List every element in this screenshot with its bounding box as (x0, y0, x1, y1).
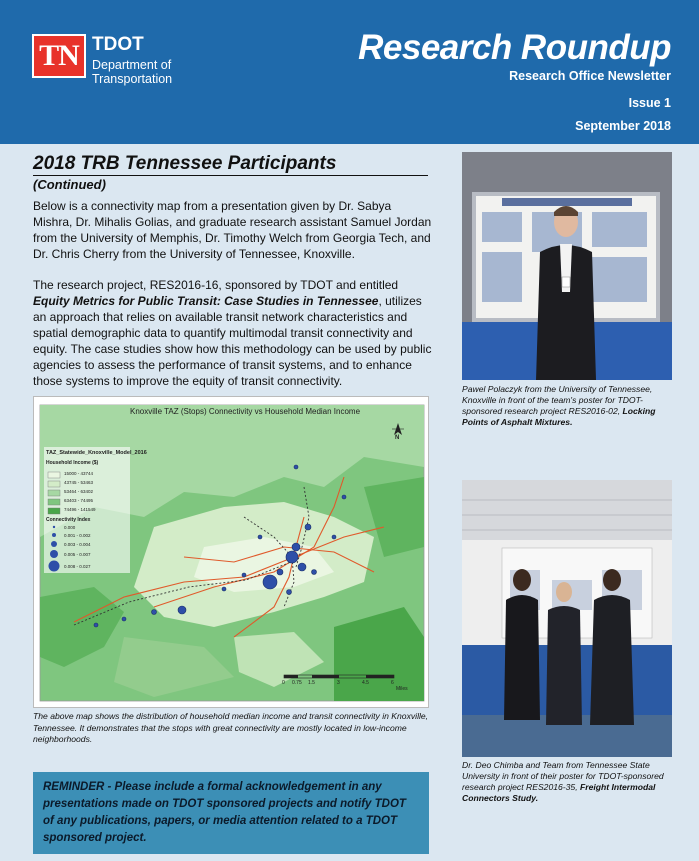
connectivity-class-4: 0.005 - 0.007 (64, 552, 91, 557)
connectivity-class-2: 0.001 - 0.002 (64, 533, 91, 538)
photo-2-project-title: Freight Intermodal Connectors Study. (462, 782, 656, 803)
masthead-title: Research Roundup (358, 28, 671, 67)
title-divider (33, 175, 428, 176)
article-continued-label: (Continued) (33, 177, 106, 192)
issue-date: September 2018 (575, 119, 671, 133)
photo-1-graphic (462, 152, 672, 380)
paragraph-2-rest: , utilizes an approach that relies on available transit network characteristics and spatial demographic data to quantify multimodal transit connectivity and equity. The case studies show how this methodology can be used by public agencies to assess the performance of transit systems, and to enhance those systems to improve the equity of transit connectivity. (33, 294, 432, 388)
map-graphic (34, 397, 430, 709)
photo-2-graphic (462, 480, 672, 757)
article-paragraph-2 (33, 277, 433, 389)
scale-label-0: 0 (282, 680, 285, 686)
income-class-5: 74496 - 141549 (64, 507, 96, 512)
issue-number: Issue 1 (628, 96, 671, 110)
newsletter-header (0, 0, 699, 144)
reminder-box (33, 772, 429, 854)
photo-poster-presenter (462, 152, 672, 380)
reminder-text: REMINDER - Please include a formal acknowledgement in any presentations made on TDOT sponsored projects and notify TDOT of any publications, papers, or media attention related to a TDOT sponsored project. (43, 781, 406, 844)
photo-2-caption (462, 760, 674, 804)
scale-label-3: 3 (337, 680, 340, 686)
income-class-4: 63403 - 74495 (64, 498, 94, 503)
scale-label-1: 0.75 (292, 680, 302, 686)
photo-1-project-title: Locking Points of Asphalt Mixtures. (462, 406, 656, 427)
article-title: 2018 TRB Tennessee Participants (33, 153, 337, 174)
scale-label-4: 4.5 (362, 680, 369, 686)
income-class-1: 15000 - 43744 (64, 471, 94, 476)
newsletter-subtitle: Research Office Newsletter (509, 69, 671, 83)
agency-short-name: TDOT (92, 34, 144, 55)
article-paragraph-1: Below is a connectivity map from a presentation given by Dr. Sabya Mishra, Dr. Mihalis Golias, and graduate research assistant Samuel Jordan from the University of Memphis, Dr. Timothy Welch from Georgia Tech, and Dr. Chris Cherry from the University of Tennessee, Knoxville. (33, 199, 432, 261)
agency-long-name: Department of Transportation (92, 58, 173, 86)
map-title: Knoxville TAZ (Stops) Connectivity vs Household Median Income (130, 407, 361, 416)
photo-2-caption-text: Dr. Deo Chimba and Team from Tennessee State University in front of their poster for TDOT-sponsored research project RES2016-35, (462, 760, 664, 792)
paragraph-2-lead: The research project, RES2016-16, sponsored by TDOT and entitled (33, 278, 399, 292)
project-title: Equity Metrics for Public Transit: Case Studies in Tennessee (33, 294, 379, 308)
map-layer-name: TAZ_Statewide_Knoxville_Model_2016 (46, 450, 147, 456)
north-arrow-label: N (395, 435, 400, 441)
connectivity-class-1: 0.000 (64, 525, 76, 530)
scale-label-5: 6 (391, 680, 394, 686)
income-class-3: 53464 - 63402 (64, 489, 94, 494)
photo-tsu-team (462, 480, 672, 757)
map-caption: The above map shows the distribution of household median income and transit connectivity in Knoxville, Tennessee. It demonstrates that the stops with great connectivity are mostly located in low-income neighborhoods. (33, 711, 429, 744)
income-legend-heading: Household Income ($) (46, 460, 99, 466)
tn-logo: TN (32, 34, 86, 78)
connectivity-legend-heading: Connectivity Index (46, 517, 91, 523)
scale-unit: Miles (396, 686, 408, 692)
scale-label-2: 1.5 (308, 680, 315, 686)
photo-1-caption (462, 384, 674, 428)
connectivity-class-3: 0.003 - 0.004 (64, 542, 91, 547)
connectivity-class-5: 0.008 - 0.027 (64, 564, 91, 569)
photo-1-caption-text: Pawel Polaczyk from the University of Tennessee, Knoxville in front of the team's poster for TDOT-sponsored research project RES2016-02, (462, 384, 653, 416)
connectivity-map (33, 396, 429, 708)
income-class-2: 43745 - 53463 (64, 480, 94, 485)
